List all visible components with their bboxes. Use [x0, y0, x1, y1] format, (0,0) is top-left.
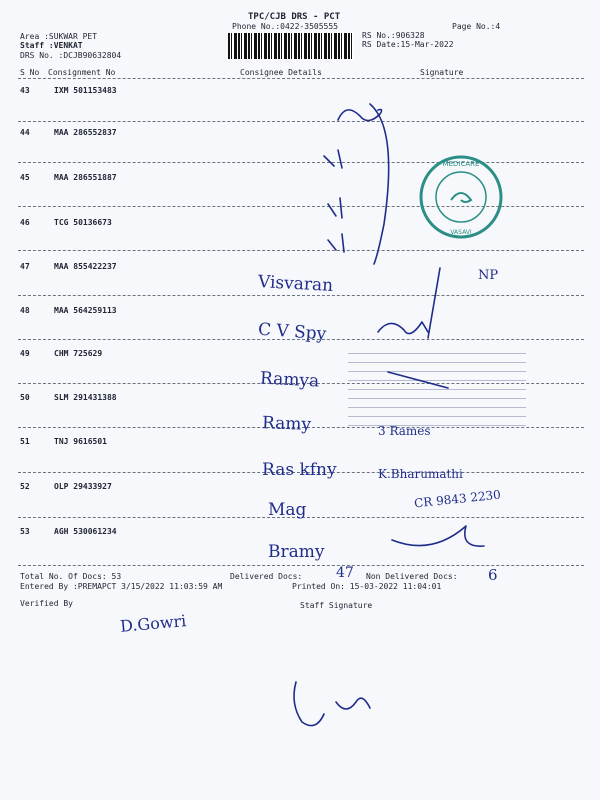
- handwritten-non-delivered-count: 6: [488, 566, 498, 584]
- scribble-tick-45: [328, 198, 342, 218]
- handwritten-sign-row48: C V Spy: [257, 319, 327, 345]
- scribble-row53: [392, 526, 484, 546]
- handwritten-delivered-count: 47: [336, 565, 354, 581]
- handwritten-phone: CR 9843 2230: [413, 487, 502, 511]
- rs-number: RS No.:906328: [362, 31, 425, 40]
- handwritten-sign-row52: Mag: [268, 500, 307, 520]
- area-label: Area :SUKWAR PET: [20, 32, 98, 41]
- scribble-row49: [388, 372, 448, 388]
- verified-by-label: Verified By: [20, 599, 73, 608]
- col-signature: Signature: [420, 68, 464, 77]
- scribble-arc: [370, 104, 389, 264]
- document-title: TPC/CJB DRS - PCT: [248, 12, 341, 22]
- handwritten-sign-row51: Ras kfny: [262, 460, 337, 480]
- handwritten-verifier: D.Gowri: [119, 611, 187, 636]
- staff-label: Staff :VENKAT: [20, 41, 83, 50]
- phone-number: Phone No.:0422-3505555: [232, 22, 338, 31]
- row-sno: 51: [20, 437, 30, 446]
- entered-by: Entered By :PREMAPCT 3/15/2022 11:03:59 AM: [20, 582, 223, 591]
- printed-on: Printed On: 15-03-2022 11:04:01: [292, 582, 442, 591]
- row-consignment: IXM 501153483: [54, 86, 117, 95]
- row-sno: 53: [20, 527, 30, 536]
- handwritten-rames: 3 Rames: [378, 424, 431, 438]
- row-sno: 46: [20, 218, 30, 227]
- col-sno: S No: [20, 68, 40, 77]
- row-sno: 44: [20, 128, 30, 137]
- row-consignment: TNJ 9616501: [54, 437, 107, 446]
- scribble-row43: [338, 110, 382, 121]
- scribble-staff-signature: [294, 682, 370, 726]
- scribble-tick-46: [328, 234, 344, 252]
- non-delivered-docs-label: Non Delivered Docs:: [366, 572, 458, 581]
- handwritten-bharumathi: K.Bharumathi: [378, 467, 463, 481]
- handwritten-sign-row50: Ramy: [261, 413, 312, 435]
- total-docs: Total No. Of Docs: 53: [20, 572, 122, 581]
- row-consignment: OLP 29433927: [54, 482, 112, 491]
- handwritten-sign-row53: Bramy: [268, 542, 325, 562]
- col-consignee: Consignee Details: [240, 68, 322, 77]
- row-consignment: CHM 725629: [54, 349, 103, 358]
- scribble-slash: [428, 268, 440, 338]
- svg-text:VASAVI: VASAVI: [450, 229, 472, 236]
- svg-text:MEDICARE: MEDICARE: [442, 160, 480, 168]
- staff-signature-label: Staff Signature: [300, 601, 373, 610]
- delivered-docs-label: Delivered Docs:: [230, 572, 303, 581]
- col-consignment: Consignment No: [48, 68, 116, 77]
- row-sno: 50: [20, 393, 30, 402]
- row-sno: 52: [20, 482, 30, 491]
- row-sno: 48: [20, 306, 30, 315]
- row-consignment: TCG 50136673: [54, 218, 112, 227]
- row-consignment: SLM 291431388: [54, 393, 117, 402]
- row-consignment: MAA 286552837: [54, 128, 117, 137]
- handwritten-sign-row49: Ramya: [259, 368, 320, 392]
- drs-number: DRS No. :DCJB90632804: [20, 51, 122, 60]
- row-sno: 47: [20, 262, 30, 271]
- scribble-tick-44: [324, 150, 342, 168]
- handwritten-name-row47: Visvaran: [257, 272, 334, 296]
- row-consignment: MAA 286551887: [54, 173, 117, 182]
- row-consignment: AGH 530061234: [54, 527, 117, 536]
- rs-date: RS Date:15-Mar-2022: [362, 40, 454, 49]
- page-number: Page No.:4: [452, 22, 501, 31]
- row-consignment: MAA 564259113: [54, 306, 117, 315]
- scribble-row48: [378, 322, 428, 334]
- row-sno: 45: [20, 173, 30, 182]
- handwritten-np: NP: [478, 268, 499, 283]
- row-sno: 43: [20, 86, 30, 95]
- row-sno: 49: [20, 349, 30, 358]
- row-consignment: MAA 855422237: [54, 262, 117, 271]
